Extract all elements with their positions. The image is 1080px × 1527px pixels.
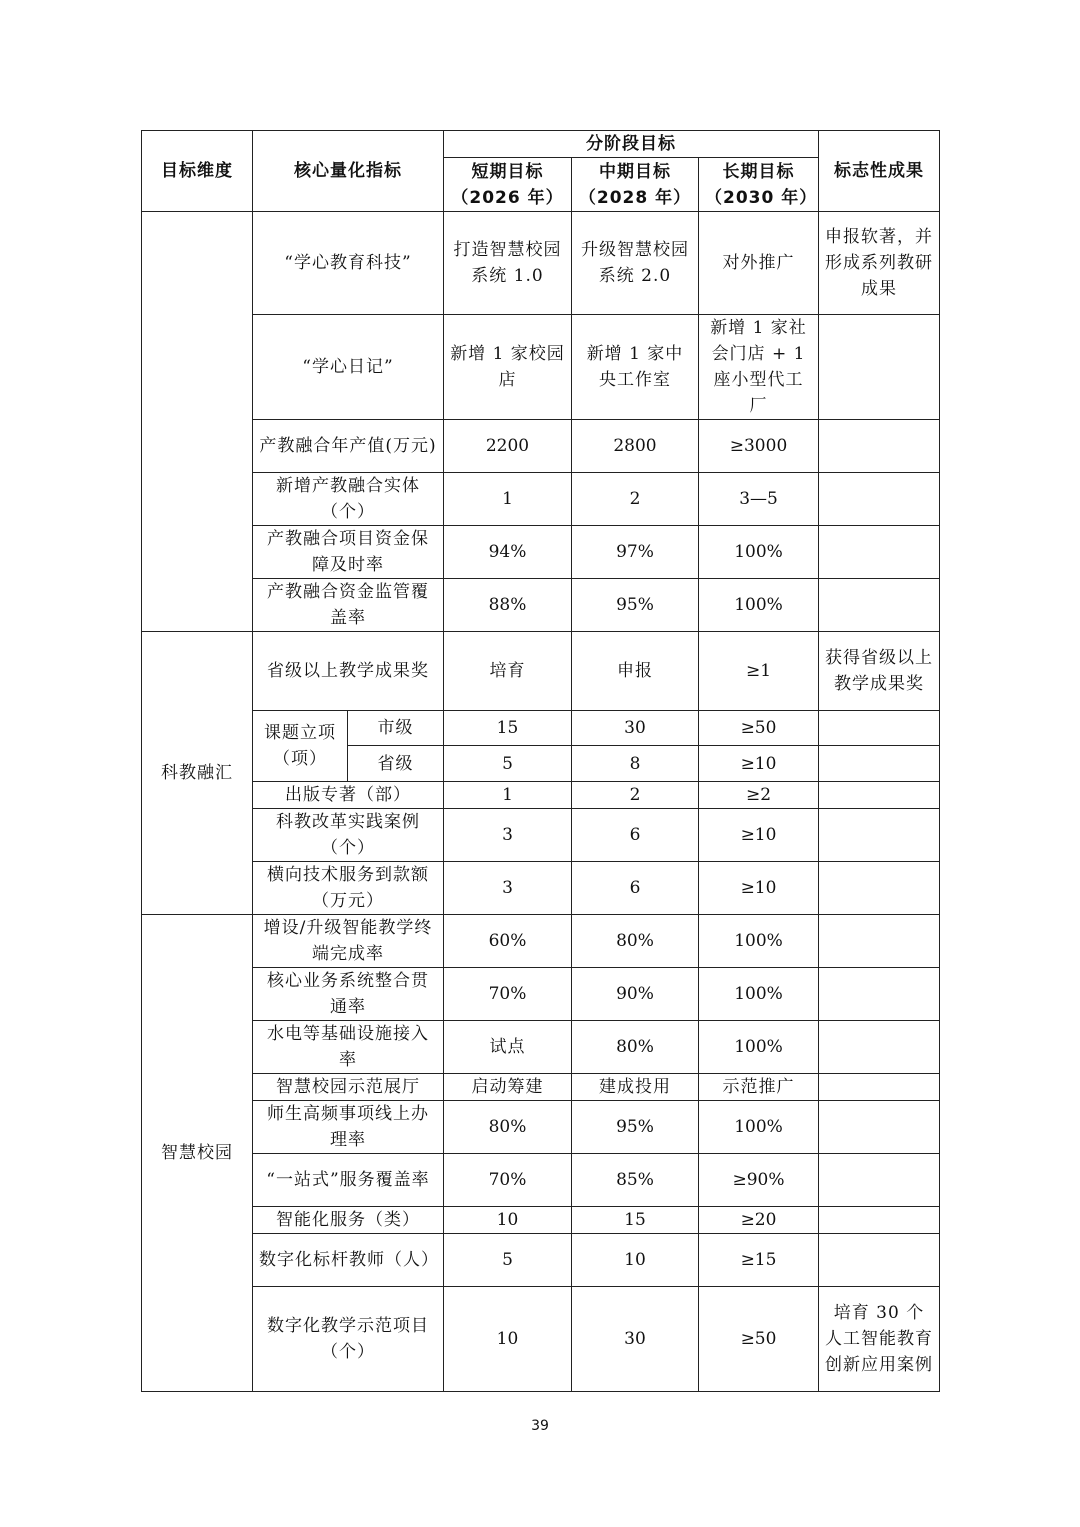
short-term-cell: 1 — [444, 782, 572, 809]
project-label: 课题立项（项） — [253, 711, 348, 782]
short-term-year: （2026 年） — [451, 187, 564, 208]
table-row — [142, 473, 940, 526]
indicator-cell: 智能化服务（类） — [253, 1207, 444, 1234]
table-row — [142, 315, 940, 420]
long-term-cell: ≥3000 — [699, 420, 819, 473]
short-term-cell: 80% — [444, 1101, 572, 1154]
short-term-cell: 5 — [444, 1234, 572, 1287]
table-row — [142, 782, 940, 809]
indicator-cell: 智慧校园示范展厅 — [253, 1074, 444, 1101]
mid-term-cell: 2800 — [572, 420, 699, 473]
table-row — [142, 1154, 940, 1207]
indicator-cell: 数字化标杆教师（人） — [253, 1234, 444, 1287]
short-term-cell: 新增 1 家校园店 — [444, 315, 572, 420]
achievement-cell — [819, 968, 940, 1021]
short-term-cell: 10 — [444, 1207, 572, 1234]
indicator-cell: 师生高频事项线上办理率 — [253, 1101, 444, 1154]
dimension-cell-empty — [142, 212, 253, 632]
short-term-cell: 2200 — [444, 420, 572, 473]
short-term-cell: 启动筹建 — [444, 1074, 572, 1101]
achievement-cell — [819, 315, 940, 420]
indicator-cell: 增设/升级智能教学终端完成率 — [253, 915, 444, 968]
short-term-label: 短期目标 — [471, 161, 544, 182]
mid-term-cell: 95% — [572, 579, 699, 632]
table-row — [142, 809, 940, 862]
header-dimension: 目标维度 — [142, 131, 253, 212]
mid-term-cell: 8 — [572, 746, 699, 782]
long-term-cell: 100% — [699, 1101, 819, 1154]
table-row — [142, 1021, 940, 1074]
short-term-cell: 70% — [444, 968, 572, 1021]
achievement-cell — [819, 1074, 940, 1101]
long-term-cell: 100% — [699, 1021, 819, 1074]
achievement-cell — [819, 711, 940, 746]
long-term-year: （2030 年） — [705, 187, 818, 208]
table-row — [142, 1287, 940, 1392]
mid-term-cell: 30 — [572, 711, 699, 746]
indicator-cell: 产教融合资金监管覆盖率 — [253, 579, 444, 632]
indicator-cell: “学心教育科技” — [253, 212, 444, 315]
achievement-cell — [819, 1207, 940, 1234]
achievement-cell — [819, 526, 940, 579]
mid-term-cell: 30 — [572, 1287, 699, 1392]
long-term-cell: 新增 1 家社会门店 + 1 座小型代工厂 — [699, 315, 819, 420]
long-term-cell: 示范推广 — [699, 1074, 819, 1101]
achievement-cell — [819, 473, 940, 526]
achievement-cell: 培育 30 个人工智能教育创新应用案例 — [819, 1287, 940, 1392]
table-row — [142, 1207, 940, 1234]
header-row — [142, 131, 940, 158]
short-term-cell: 打造智慧校园系统 1.0 — [444, 212, 572, 315]
indicator-cell: 省级以上教学成果奖 — [253, 632, 444, 711]
short-term-cell: 60% — [444, 915, 572, 968]
header-long-term — [699, 158, 819, 212]
mid-term-cell: 10 — [572, 1234, 699, 1287]
achievement-cell: 获得省级以上教学成果奖 — [819, 632, 940, 711]
mid-term-cell: 80% — [572, 915, 699, 968]
long-term-cell: 3—5 — [699, 473, 819, 526]
achievement-cell — [819, 579, 940, 632]
achievement-cell — [819, 1154, 940, 1207]
table-row — [142, 526, 940, 579]
indicator-cell: 数字化教学示范项目（个） — [253, 1287, 444, 1392]
mid-term-cell: 95% — [572, 1101, 699, 1154]
short-term-cell: 3 — [444, 862, 572, 915]
indicator-sub-cell: 省级 — [348, 746, 444, 782]
indicator-cell: 水电等基础设施接入率 — [253, 1021, 444, 1074]
dimension-smart-campus: 智慧校园 — [142, 915, 253, 1392]
indicator-cell: 产教融合项目资金保障及时率 — [253, 526, 444, 579]
table-row — [142, 1074, 940, 1101]
long-term-cell: ≥20 — [699, 1207, 819, 1234]
indicator-cell: 出版专著（部） — [253, 782, 444, 809]
long-term-label: 长期目标 — [722, 161, 795, 182]
table-row — [142, 1234, 940, 1287]
short-term-cell: 培育 — [444, 632, 572, 711]
mid-term-cell: 升级智慧校园系统 2.0 — [572, 212, 699, 315]
long-term-cell: 100% — [699, 526, 819, 579]
achievement-cell — [819, 746, 940, 782]
header-stage-group: 分阶段目标 — [444, 131, 819, 158]
long-term-cell: 100% — [699, 579, 819, 632]
long-term-cell: ≥1 — [699, 632, 819, 711]
short-term-cell: 94% — [444, 526, 572, 579]
mid-term-cell: 新增 1 家中央工作室 — [572, 315, 699, 420]
long-term-cell: ≥90% — [699, 1154, 819, 1207]
indicator-cell: 产教融合年产值(万元) — [253, 420, 444, 473]
achievement-cell: 申报软著，并形成系列教研成果 — [819, 212, 940, 315]
indicator-cell: 科教改革实践案例（个） — [253, 809, 444, 862]
table-row — [142, 579, 940, 632]
short-term-cell: 3 — [444, 809, 572, 862]
short-term-cell: 88% — [444, 579, 572, 632]
long-term-cell: ≥50 — [699, 1287, 819, 1392]
achievement-cell — [819, 915, 940, 968]
table-row — [142, 420, 940, 473]
page-number: 39 — [531, 1418, 549, 1434]
mid-term-cell: 85% — [572, 1154, 699, 1207]
indicator-cell: 核心业务系统整合贯通率 — [253, 968, 444, 1021]
mid-term-cell: 97% — [572, 526, 699, 579]
mid-term-cell: 15 — [572, 1207, 699, 1234]
achievement-cell — [819, 782, 940, 809]
mid-term-cell: 2 — [572, 473, 699, 526]
mid-term-cell: 6 — [572, 862, 699, 915]
long-term-cell: 对外推广 — [699, 212, 819, 315]
long-term-cell: 100% — [699, 915, 819, 968]
indicator-sub-cell: 市级 — [348, 711, 444, 746]
indicator-cell: 新增产教融合实体（个） — [253, 473, 444, 526]
dimension-ke-jiao: 科教融汇 — [142, 632, 253, 915]
short-term-cell: 5 — [444, 746, 572, 782]
short-term-cell: 70% — [444, 1154, 572, 1207]
mid-term-cell: 80% — [572, 1021, 699, 1074]
achievement-cell — [819, 862, 940, 915]
goals-table — [141, 130, 940, 1392]
long-term-cell: ≥10 — [699, 809, 819, 862]
indicator-cell: “一站式”服务覆盖率 — [253, 1154, 444, 1207]
long-term-cell: ≥2 — [699, 782, 819, 809]
table-row — [142, 632, 940, 711]
long-term-cell: ≥10 — [699, 746, 819, 782]
table-row — [142, 915, 940, 968]
header-short-term — [444, 158, 572, 212]
long-term-cell: ≥15 — [699, 1234, 819, 1287]
long-term-cell: ≥50 — [699, 711, 819, 746]
short-term-cell: 15 — [444, 711, 572, 746]
table-row — [142, 212, 940, 315]
table-row — [142, 862, 940, 915]
header-mid-term — [572, 158, 699, 212]
indicator-cell: 横向技术服务到款额（万元） — [253, 862, 444, 915]
mid-term-cell: 建成投用 — [572, 1074, 699, 1101]
long-term-cell: ≥10 — [699, 862, 819, 915]
achievement-cell — [819, 1021, 940, 1074]
table-row — [142, 968, 940, 1021]
achievement-cell — [819, 420, 940, 473]
indicator-cell: “学心日记” — [253, 315, 444, 420]
short-term-cell: 1 — [444, 473, 572, 526]
long-term-cell: 100% — [699, 968, 819, 1021]
mid-term-year: （2028 年） — [578, 187, 692, 208]
achievement-cell — [819, 809, 940, 862]
achievement-cell — [819, 1101, 940, 1154]
achievement-cell — [819, 1234, 940, 1287]
mid-term-cell: 2 — [572, 782, 699, 809]
header-indicator: 核心量化指标 — [253, 131, 444, 212]
mid-term-cell: 90% — [572, 968, 699, 1021]
mid-term-label: 中期目标 — [599, 161, 671, 182]
header-achievement: 标志性成果 — [819, 131, 940, 212]
mid-term-cell: 申报 — [572, 632, 699, 711]
table-row — [142, 711, 940, 746]
mid-term-cell: 6 — [572, 809, 699, 862]
short-term-cell: 10 — [444, 1287, 572, 1392]
table-row — [142, 1101, 940, 1154]
short-term-cell: 试点 — [444, 1021, 572, 1074]
